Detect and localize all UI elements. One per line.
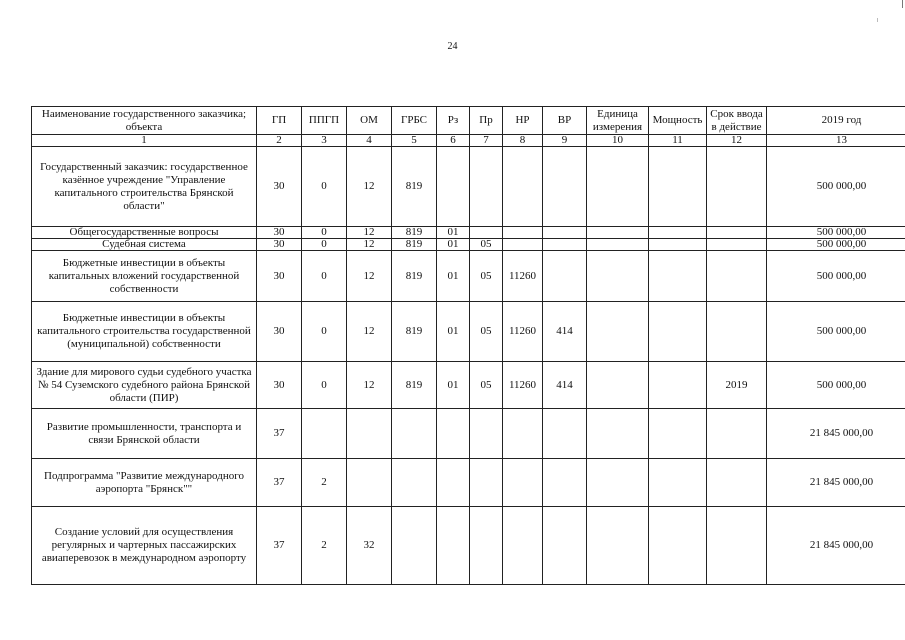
cell-pr <box>470 147 503 227</box>
cell-grbs <box>392 409 437 459</box>
cell-2019: 500 000,00 <box>767 251 905 302</box>
cell-pr: 05 <box>470 302 503 362</box>
cell-term <box>707 507 767 585</box>
cell-gp: 30 <box>257 362 302 409</box>
table-row <box>32 409 905 459</box>
header-row <box>32 107 905 135</box>
cell-grbs <box>392 459 437 507</box>
cell-power <box>649 239 707 251</box>
cell-unit <box>587 507 649 585</box>
budget-table <box>31 106 905 585</box>
cell-pr: 05 <box>470 251 503 302</box>
index-row <box>32 135 905 147</box>
cell-rz <box>437 147 470 227</box>
cell-vr: 414 <box>543 362 587 409</box>
cell-grbs: 819 <box>392 147 437 227</box>
row-name: Подпрограмма "Развитие международного аэропорта "Брянск"" <box>32 459 257 507</box>
cell-term <box>707 459 767 507</box>
header-term: Срок ввода в действие <box>707 107 767 135</box>
header-2019: 2019 год <box>767 107 905 135</box>
cell-ppgp: 2 <box>302 507 347 585</box>
cell-nr <box>503 507 543 585</box>
cell-vr <box>543 459 587 507</box>
cell-2019: 21 845 000,00 <box>767 459 905 507</box>
cell-pr: 05 <box>470 239 503 251</box>
cell-grbs: 819 <box>392 227 437 239</box>
cell-nr: 11260 <box>503 302 543 362</box>
cell-rz: 01 <box>437 362 470 409</box>
index-cell: 5 <box>392 135 437 147</box>
cell-ppgp: 0 <box>302 147 347 227</box>
cell-power <box>649 409 707 459</box>
cell-2019: 500 000,00 <box>767 302 905 362</box>
cell-term: 2019 <box>707 362 767 409</box>
table-row <box>32 507 905 585</box>
header-grbs: ГРБС <box>392 107 437 135</box>
cell-om: 12 <box>347 147 392 227</box>
table-row <box>32 302 905 362</box>
header-ppgp: ППГП <box>302 107 347 135</box>
index-cell: 3 <box>302 135 347 147</box>
cell-ppgp: 0 <box>302 239 347 251</box>
header-pr: Пр <box>470 107 503 135</box>
cell-term <box>707 227 767 239</box>
cell-term <box>707 147 767 227</box>
header-om: ОМ <box>347 107 392 135</box>
index-cell: 1 <box>32 135 257 147</box>
cell-unit <box>587 251 649 302</box>
cell-rz: 01 <box>437 227 470 239</box>
cell-vr <box>543 227 587 239</box>
header-unit: Единица измерения <box>587 107 649 135</box>
cell-vr <box>543 507 587 585</box>
cell-term <box>707 239 767 251</box>
cell-om: 32 <box>347 507 392 585</box>
cell-grbs: 819 <box>392 239 437 251</box>
index-cell: 10 <box>587 135 649 147</box>
cell-grbs: 819 <box>392 302 437 362</box>
cell-term <box>707 251 767 302</box>
cell-nr <box>503 239 543 251</box>
cell-power <box>649 362 707 409</box>
table-row <box>32 251 905 302</box>
cell-ppgp: 0 <box>302 362 347 409</box>
cell-2019: 500 000,00 <box>767 227 905 239</box>
header-gp: ГП <box>257 107 302 135</box>
index-cell: 7 <box>470 135 503 147</box>
cell-nr: 11260 <box>503 362 543 409</box>
cell-ppgp: 2 <box>302 459 347 507</box>
row-name: Развитие промышленности, транспорта и связи Брянской области <box>32 409 257 459</box>
cell-unit <box>587 409 649 459</box>
index-cell: 11 <box>649 135 707 147</box>
cell-om: 12 <box>347 302 392 362</box>
cell-nr <box>503 147 543 227</box>
cell-gp: 30 <box>257 227 302 239</box>
index-cell: 12 <box>707 135 767 147</box>
cell-rz: 01 <box>437 251 470 302</box>
cell-vr <box>543 409 587 459</box>
cell-unit <box>587 302 649 362</box>
cell-rz: 01 <box>437 239 470 251</box>
row-name: Создание условий для осуществления регулярных и чартерных пассажирских авиаперевозок в международном аэропорту <box>32 507 257 585</box>
cell-ppgp: 0 <box>302 251 347 302</box>
cell-pr <box>470 507 503 585</box>
table-row <box>32 362 905 409</box>
cell-vr <box>543 239 587 251</box>
cell-unit <box>587 239 649 251</box>
header-vr: ВР <box>543 107 587 135</box>
cell-grbs: 819 <box>392 251 437 302</box>
cell-power <box>649 251 707 302</box>
header-nr: НР <box>503 107 543 135</box>
header-power: Мощность <box>649 107 707 135</box>
header-name: Наименование государственного заказчика; объекта <box>32 107 257 135</box>
cell-grbs: 819 <box>392 362 437 409</box>
cell-om: 12 <box>347 251 392 302</box>
table-row <box>32 239 905 251</box>
cell-vr: 414 <box>543 302 587 362</box>
row-name: Государственный заказчик: государственное казённое учреждение "Управление капитального строительства Брянской области" <box>32 147 257 227</box>
cell-nr: 11260 <box>503 251 543 302</box>
cell-nr <box>503 409 543 459</box>
cell-ppgp: 0 <box>302 227 347 239</box>
cell-rz: 01 <box>437 302 470 362</box>
cell-unit <box>587 147 649 227</box>
row-name: Общегосударственные вопросы <box>32 227 257 239</box>
cell-power <box>649 302 707 362</box>
cell-rz <box>437 459 470 507</box>
table-row <box>32 227 905 239</box>
cell-unit <box>587 362 649 409</box>
cell-power <box>649 459 707 507</box>
cell-2019: 500 000,00 <box>767 147 905 227</box>
cell-term <box>707 302 767 362</box>
cell-rz <box>437 507 470 585</box>
cell-grbs <box>392 507 437 585</box>
cell-gp: 37 <box>257 507 302 585</box>
cell-ppgp <box>302 409 347 459</box>
row-name: Здание для мирового судьи судебного участка № 54 Суземского судебного района Брянской области (ПИР) <box>32 362 257 409</box>
cell-om: 12 <box>347 362 392 409</box>
row-name: Судебная система <box>32 239 257 251</box>
index-cell: 13 <box>767 135 905 147</box>
cell-gp: 37 <box>257 459 302 507</box>
cell-gp: 30 <box>257 302 302 362</box>
cell-gp: 30 <box>257 239 302 251</box>
index-cell: 6 <box>437 135 470 147</box>
row-name: Бюджетные инвестиции в объекты капитального строительства государственной (муниципальной) собственности <box>32 302 257 362</box>
cell-om: 12 <box>347 239 392 251</box>
cell-2019: 500 000,00 <box>767 362 905 409</box>
page-number: 24 <box>447 41 458 52</box>
cell-om <box>347 459 392 507</box>
cell-rz <box>437 409 470 459</box>
row-name: Бюджетные инвестиции в объекты капитальных вложений государственной собственности <box>32 251 257 302</box>
cell-gp: 30 <box>257 147 302 227</box>
cell-om: 12 <box>347 227 392 239</box>
cell-unit <box>587 459 649 507</box>
cell-ppgp: 0 <box>302 302 347 362</box>
cell-nr <box>503 227 543 239</box>
cell-power <box>649 147 707 227</box>
cell-vr <box>543 251 587 302</box>
index-cell: 8 <box>503 135 543 147</box>
cell-pr <box>470 227 503 239</box>
table-row <box>32 147 905 227</box>
index-cell: 4 <box>347 135 392 147</box>
table-body <box>32 147 905 585</box>
cell-nr <box>503 459 543 507</box>
cell-pr <box>470 459 503 507</box>
header-rz: Рз <box>437 107 470 135</box>
cell-vr <box>543 147 587 227</box>
cell-2019: 500 000,00 <box>767 239 905 251</box>
index-cell: 2 <box>257 135 302 147</box>
cell-term <box>707 409 767 459</box>
cell-power <box>649 227 707 239</box>
page-edge-mark <box>902 0 903 8</box>
cell-unit <box>587 227 649 239</box>
cell-gp: 37 <box>257 409 302 459</box>
cell-2019: 21 845 000,00 <box>767 409 905 459</box>
cell-gp: 30 <box>257 251 302 302</box>
cell-pr: 05 <box>470 362 503 409</box>
cell-pr <box>470 409 503 459</box>
table-row <box>32 459 905 507</box>
cell-om <box>347 409 392 459</box>
cell-2019: 21 845 000,00 <box>767 507 905 585</box>
cell-power <box>649 507 707 585</box>
page-edge-mark <box>877 18 878 22</box>
index-cell: 9 <box>543 135 587 147</box>
